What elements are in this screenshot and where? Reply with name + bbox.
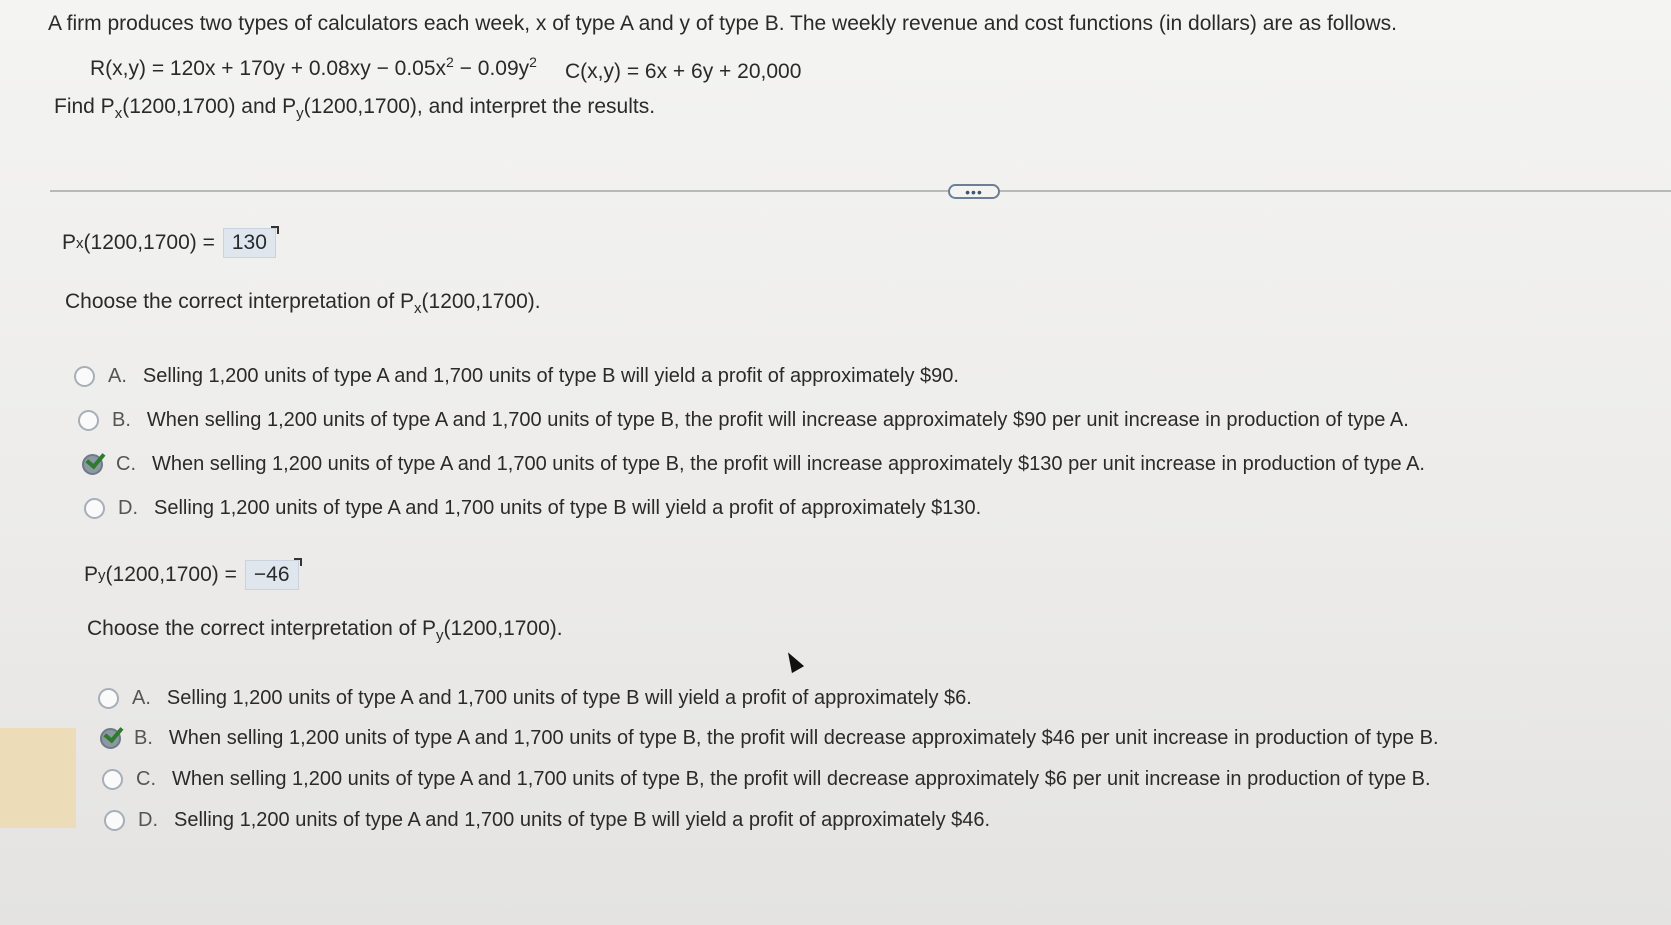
radio-icon[interactable] bbox=[74, 366, 95, 387]
py-option-d[interactable]: D. Selling 1,200 units of type A and 1,700 units of type B will yield a profit of approximately $46. bbox=[104, 809, 990, 832]
radio-icon[interactable] bbox=[104, 810, 125, 831]
answer-edit-icon bbox=[271, 226, 279, 234]
py-interpretation-prompt: Choose the correct interpretation of $P_y(1200,1700)$. bbox=[87, 617, 563, 644]
py-option-c[interactable]: C. When selling 1,200 units of type A and 1,700 units of type B, the profit will decrease approximately $6 per unit increase in production of type B. bbox=[102, 768, 1431, 791]
answer-edit-icon bbox=[294, 558, 302, 566]
py-option-a[interactable]: A. Selling 1,200 units of type A and 1,700 units of type B will yield a profit of approximately $6. bbox=[98, 687, 972, 710]
px-answer-box[interactable]: 130 bbox=[223, 228, 276, 258]
mouse-cursor-icon bbox=[782, 649, 804, 673]
px-answer-row: P x (1200,1700) = 130 bbox=[62, 228, 276, 258]
section-divider bbox=[50, 190, 1671, 192]
left-highlight-strip bbox=[0, 728, 76, 828]
px-option-a[interactable]: A. Selling 1,200 units of type A and 1,700 units of type B will yield a profit of approximately $90. bbox=[74, 365, 959, 388]
question-intro: A firm produces two types of calculators each week, x of type A and y of type B. The weekly revenue and cost functions (in dollars) are as follows. bbox=[48, 12, 1397, 35]
more-options-button[interactable]: ••• bbox=[948, 184, 1000, 199]
cost-function: C(x,y) = 6x + 6y + 20,000 bbox=[565, 60, 802, 83]
py-answer-box[interactable]: −46 bbox=[245, 560, 299, 590]
revenue-function: $R(x,y) = 120x + 170y + 0.08xy - 0.05x^2 - 0.09y^2$ bbox=[90, 54, 537, 80]
checked-radio-icon[interactable] bbox=[82, 454, 103, 475]
px-option-b[interactable]: B. When selling 1,200 units of type A and 1,700 units of type B, the profit will increase approximately $90 per unit increase in production of type A. bbox=[78, 409, 1409, 432]
px-option-d[interactable]: D. Selling 1,200 units of type A and 1,700 units of type B will yield a profit of approximately $130. bbox=[84, 497, 981, 520]
radio-icon[interactable] bbox=[102, 769, 123, 790]
py-answer-row: P y (1200,1700) = −46 bbox=[84, 560, 299, 590]
find-instruction: Find $P_x(1200,1700)$ and $P_y(1200,1700)$, and interpret the results. bbox=[54, 95, 656, 122]
radio-icon[interactable] bbox=[84, 498, 105, 519]
checked-radio-icon[interactable] bbox=[100, 728, 121, 749]
radio-icon[interactable] bbox=[78, 410, 99, 431]
px-interpretation-prompt: Choose the correct interpretation of $P_x(1200,1700)$. bbox=[65, 290, 541, 317]
px-option-c[interactable]: C. When selling 1,200 units of type A and 1,700 units of type B, the profit will increase approximately $130 per unit increase in production of type A. bbox=[82, 453, 1425, 476]
py-option-b[interactable]: B. When selling 1,200 units of type A and 1,700 units of type B, the profit will decrease approximately $46 per unit increase in production of type B. bbox=[100, 727, 1439, 750]
radio-icon[interactable] bbox=[98, 688, 119, 709]
